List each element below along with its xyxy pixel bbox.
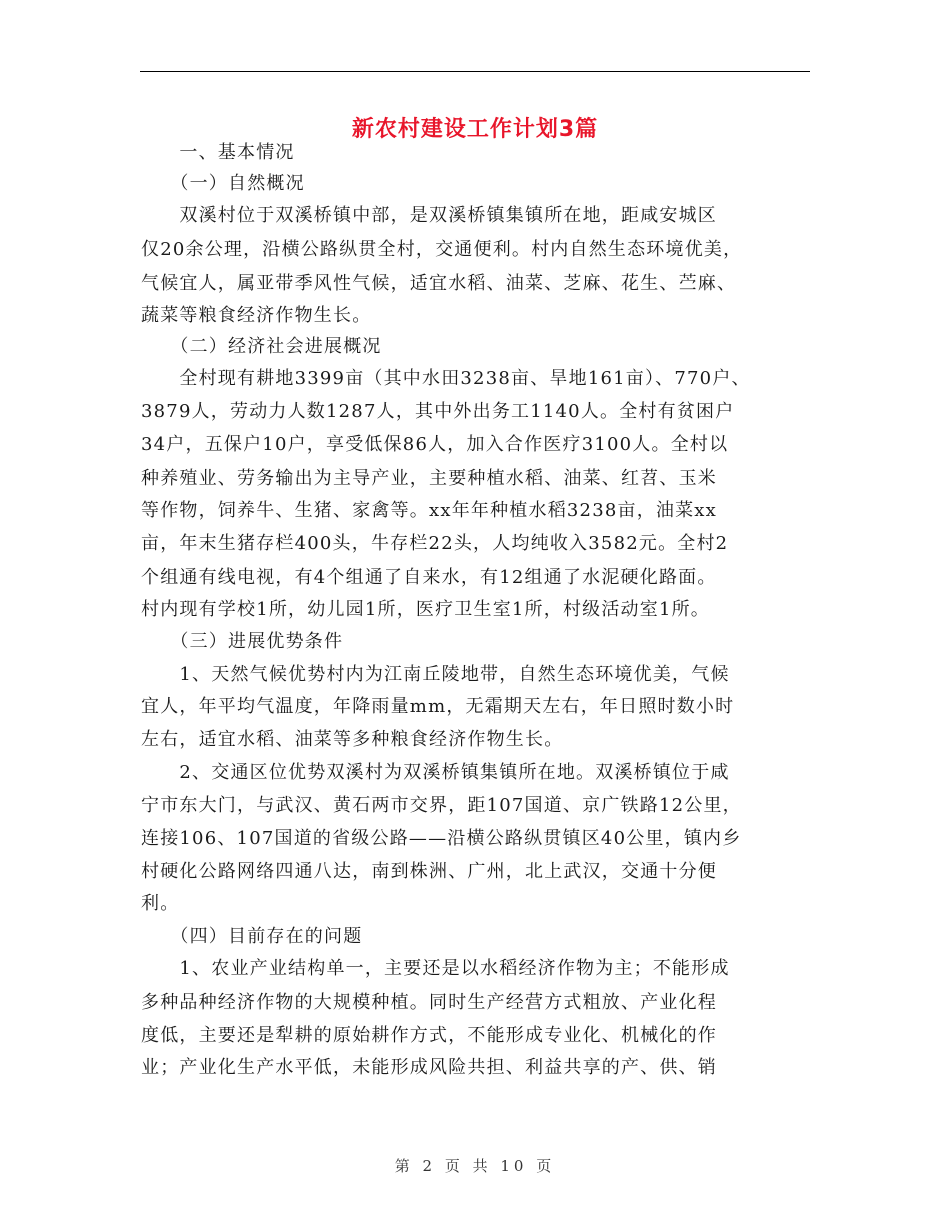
- text-line: 气候宜人，属亚带季风性气候，适宜水稻、油菜、芝麻、花生、苎麻、: [141, 273, 737, 294]
- text-line: 宜人，年平均气温度，年降雨量mm，无霜期天左右，年日照时数小时: [141, 696, 735, 717]
- text-line: 双溪村位于双溪桥镇中部，是双溪桥镇集镇所在地，距咸安城区: [141, 205, 717, 226]
- text-line: 2、交通区位优势双溪村为双溪桥镇集镇所在地。双溪桥镇位于咸: [141, 762, 730, 783]
- text-line: 亩，年末生猪存栏400头，牛存栏22头，人均纯收入3582元。全村2: [141, 533, 729, 554]
- text-line: 蔬菜等粮食经济作物生长。: [141, 305, 372, 326]
- text-line: 一、基本情况: [141, 142, 295, 163]
- document-title: 新农村建设工作计划3篇: [351, 117, 599, 142]
- text-line: （二）经济社会进展概况: [141, 336, 382, 357]
- text-line: 业；产业化生产水平低，未能形成风险共担、利益共享的产、供、销: [141, 1057, 717, 1078]
- header-rule: [140, 71, 810, 72]
- text-line: 个组通有线电视，有4个组通了自来水，有12组通了水泥硬化路面。: [141, 567, 717, 588]
- text-line: 左右，适宜水稻、油菜等多种粮食经济作物生长。: [141, 729, 564, 750]
- text-line: （四）目前存在的问题: [141, 926, 363, 947]
- text-line: （三）进展优势条件: [141, 631, 344, 652]
- text-line: 仅20余公理，沿横公路纵贯全村，交通便利。村内自然生态环境优美，: [141, 239, 743, 260]
- text-line: 利。: [141, 893, 180, 914]
- text-line: 宁市东大门，与武汉、黄石两市交界，距107国道、京广铁路12公里，: [141, 795, 742, 816]
- text-line: 3879人，劳动力人数1287人，其中外出务工1140人。全村有贫困户: [141, 401, 735, 422]
- text-line: 村内现有学校1所，幼儿园1所，医疗卫生室1所，村级活动室1所。: [141, 599, 711, 620]
- text-line: 34户，五保户10户，享受低保86人，加入合作医疗3100人。全村以: [141, 434, 729, 455]
- text-line: 1、天然气候优势村内为江南丘陵地带，自然生态环境优美，气候: [141, 664, 730, 685]
- text-line: 连接106、107国道的省级公路——沿横公路纵贯镇区40公里，镇内乡: [141, 828, 742, 849]
- text-line: （一）自然概况: [141, 173, 305, 194]
- text-line: 全村现有耕地3399亩（其中水田3238亩、旱地161亩）、770户、: [141, 368, 751, 389]
- text-line: 1、农业产业结构单一，主要还是以水稻经济作物为主；不能形成: [141, 958, 730, 979]
- text-line: 种养殖业、劳务输出为主导产业，主要种植水稻、油菜、红苕、玉米: [141, 468, 717, 489]
- text-line: 度低，主要还是犁耕的原始耕作方式，不能形成专业化、机械化的作: [141, 1025, 717, 1046]
- text-line: 等作物，饲养牛、生猪、家禽等。xx年年种植水稻3238亩，油菜xx: [141, 500, 718, 521]
- page-footer: 第 2 页 共 10 页: [394, 1157, 556, 1175]
- text-line: 村硬化公路网络四通八达，南到株洲、广州，北上武汉，交通十分便: [141, 861, 717, 882]
- text-line: 多种品种经济作物的大规模种植。同时生产经营方式粗放、产业化程: [141, 992, 717, 1013]
